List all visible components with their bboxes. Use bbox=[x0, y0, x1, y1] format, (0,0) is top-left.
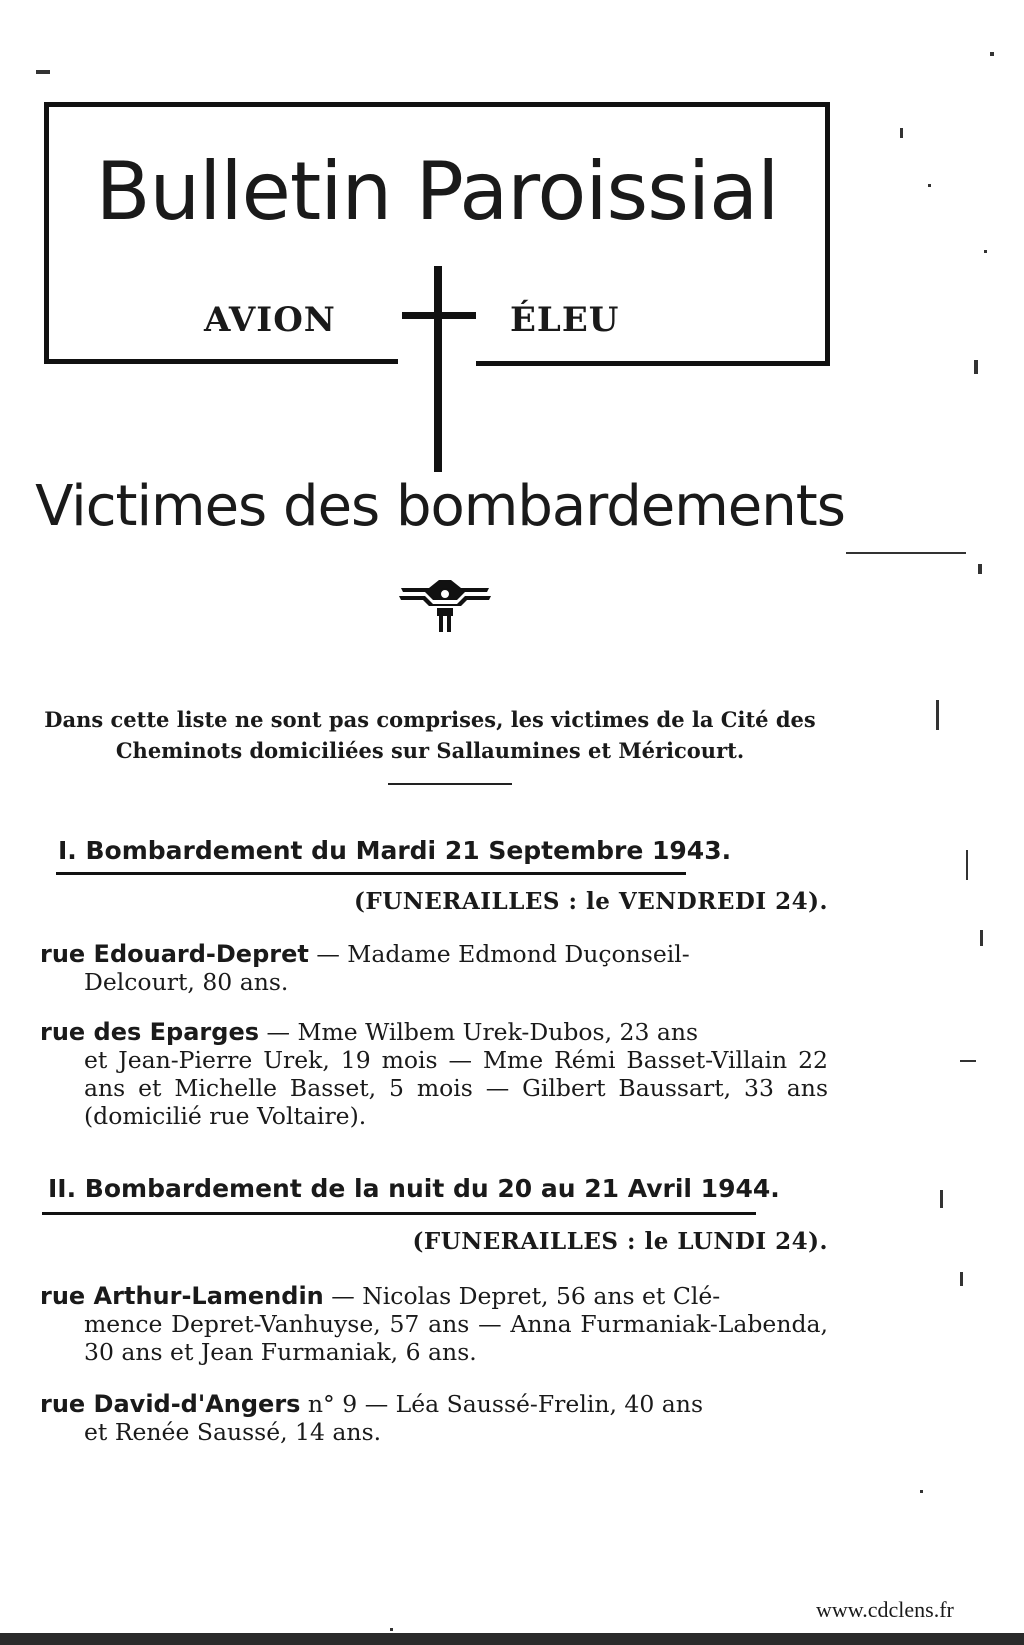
town-eleu: ÉLEU bbox=[510, 300, 620, 340]
street-name: rue des Eparges bbox=[40, 1018, 259, 1046]
section-rule-2 bbox=[42, 1212, 756, 1215]
entry-text-continued: et Jean-Pierre Urek, 19 mois — Mme Rémi Basset-Villain 22 ans et Michelle Basset, 5 mois — Gilbert Baussart, 33 ans (domicilié rue Voltaire). bbox=[84, 1046, 828, 1130]
street-name: rue Arthur-Lamendin bbox=[40, 1282, 324, 1310]
street-name: rue Edouard-Depret bbox=[40, 940, 309, 968]
section-title-1: I. Bombardement du Mardi 21 Septembre 1943. bbox=[58, 836, 732, 865]
intro-note: Dans cette liste ne sont pas comprises, les victimes de la Cité des Cheminots domiciliées sur Sallaumines et Méricourt. bbox=[44, 707, 816, 763]
cross-icon bbox=[402, 266, 476, 472]
masthead-border-bottom-left bbox=[44, 359, 398, 364]
masthead-border-left bbox=[44, 102, 49, 364]
section-title-2: II. Bombardement de la nuit du 20 au 21 Avril 1944. bbox=[48, 1174, 780, 1203]
entry-text-continued: mence Depret-Vanhuyse, 57 ans — Anna Furmaniak-Labenda, 30 ans et Jean Furmaniak, 6 ans. bbox=[84, 1310, 828, 1366]
entry-rue-david-dangers bbox=[40, 1390, 828, 1446]
site-url[interactable]: www.cdclens.fr bbox=[816, 1597, 954, 1622]
bulletin-title: Bulletin Paroissial bbox=[95, 145, 779, 238]
entry-rue-arthur-lamendin bbox=[40, 1282, 828, 1366]
entry-text: n° 9 — Léa Saussé-Frelin, 40 ans bbox=[300, 1390, 704, 1418]
intro-divider bbox=[388, 783, 512, 785]
entry-rue-edouard-depret bbox=[40, 940, 828, 996]
page-heading: Victimes des bombardements bbox=[35, 474, 845, 539]
ornament-icon bbox=[395, 578, 495, 638]
entry-text: — Mme Wilbem Urek-Dubos, 23 ans bbox=[259, 1018, 699, 1046]
masthead-box bbox=[44, 102, 830, 366]
entry-text-continued: et Renée Saussé, 14 ans. bbox=[84, 1418, 382, 1446]
town-avion: AVION bbox=[204, 300, 336, 340]
masthead-border-right bbox=[825, 102, 830, 366]
funerailles-1: (FUNERAILLES : le VENDREDI 24). bbox=[353, 888, 828, 915]
street-name: rue David-d'Angers bbox=[40, 1390, 301, 1418]
entry-text: — Nicolas Depret, 56 ans et Clé- bbox=[323, 1282, 721, 1310]
masthead-border-top bbox=[44, 102, 830, 107]
scan-bottom-edge bbox=[0, 1633, 1024, 1645]
entry-rue-des-eparges bbox=[40, 1018, 828, 1130]
funerailles-2: (FUNERAILLES : le LUNDI 24). bbox=[412, 1228, 828, 1255]
entry-text-continued: Delcourt, 80 ans. bbox=[84, 968, 289, 996]
entry-text: — Madame Edmond Duçonseil- bbox=[308, 940, 690, 968]
masthead-border-bottom-right bbox=[476, 361, 830, 366]
section-rule-1 bbox=[56, 872, 686, 875]
